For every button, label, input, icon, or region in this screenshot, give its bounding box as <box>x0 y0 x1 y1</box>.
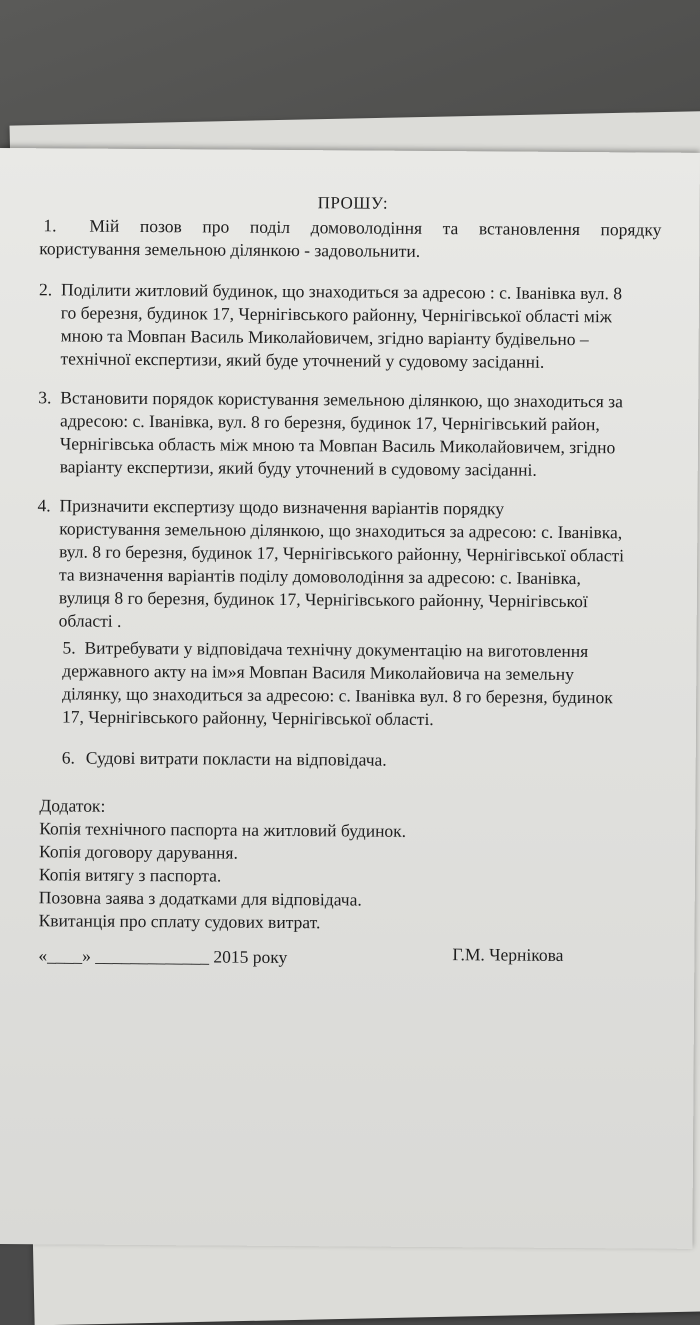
item-line: мною та Мовпан Василь Миколайовичем, згідно варіанту будівельно – <box>60 325 589 350</box>
item-line: го березня, будинок 17, Чернігівського районну, Чернігівської області між <box>60 302 612 327</box>
item-line: Поділити житловий будинок, що знаходиться за адресою : с. Іванівка вул. 8 <box>60 279 623 304</box>
document-page <box>0 148 700 1249</box>
word: Мій <box>89 215 120 236</box>
signature: Г.М. Чернікова <box>452 944 564 965</box>
item-line: Судові витрати покласти на відповідача. <box>85 747 387 770</box>
item-line: Призначити експертизу щодо визначення варіантів порядку <box>59 495 505 519</box>
date-line: «____» _____________ 2015 року <box>38 945 288 968</box>
item-line: та визначення варіантів поділу домоволодіння за адресою: с. Іванівка, <box>58 564 581 589</box>
item-line: державного акту на ім»я Мовпан Василя Миколайовича на земельну <box>62 660 574 685</box>
document-heading: ПРОШУ: <box>317 193 389 213</box>
attachment-item: Копія витягу з паспорта. <box>38 864 222 886</box>
attachments-title: Додаток: <box>39 795 106 816</box>
attachment-item: Копія технічного паспорта на житловий будинок. <box>39 818 407 841</box>
word: порядку <box>600 219 662 240</box>
attachment-item: Позовна заява з додатками для відповідача. <box>38 887 362 910</box>
item-line: вулиця 8 го березня, будинок 17, Чернігівського районну, Чернігівської <box>58 587 588 612</box>
item-line: технічної експертизи, який буде уточнений у судовому засіданні. <box>60 348 545 372</box>
word: встановлення <box>478 218 580 240</box>
item-number: 5. <box>62 637 76 658</box>
item-line: ділянку, що знаходиться за адресою: с. Іванівка вул. 8 го березня, будинок <box>62 683 613 708</box>
item-number: 2. <box>38 279 53 300</box>
item-number: 6. <box>61 747 75 768</box>
attachment-item: Копія договору дарування. <box>39 841 238 863</box>
word: та <box>442 218 459 239</box>
item-number: 3. <box>38 387 52 408</box>
item-line: 17, Чернігівського районну, Чернігівської області. <box>61 706 434 730</box>
item-line: адресою: с. Іванівка, вул. 8 го березня, будинок 17, Чернігівський район, <box>60 410 600 435</box>
item-number: 4. <box>37 495 51 516</box>
attachment-item: Квитанція про сплату судових витрат. <box>38 910 321 933</box>
item-line: користування земельною ділянкою - задовольнити. <box>39 238 421 261</box>
word: позов <box>139 215 182 237</box>
item-line: вул. 8 го березня, будинок 17, Чернігівського районну, Чернігівської області <box>59 541 625 566</box>
word: про <box>202 216 230 237</box>
item-line: Витребувати у відповідача технічну документацію на виготовлення <box>84 637 589 662</box>
word: поділ <box>249 216 291 238</box>
item-line: області . <box>58 610 122 631</box>
item-line: Чернігівська область між мною та Мовпан Василь Миколайовичем, згідно <box>59 433 616 458</box>
item-line <box>89 215 661 241</box>
item-line: варіанту експертизи, який буду уточнений в судовому засіданні. <box>59 456 537 480</box>
word: домоволодіння <box>310 217 423 238</box>
item-number: 1. <box>43 215 57 236</box>
item-line: Встановити порядок користування земельною ділянкою, що знаходиться за <box>60 387 623 412</box>
item-line: користування земельною ділянкою, що знаходиться за адресою: с. Іванівка, <box>59 518 623 543</box>
